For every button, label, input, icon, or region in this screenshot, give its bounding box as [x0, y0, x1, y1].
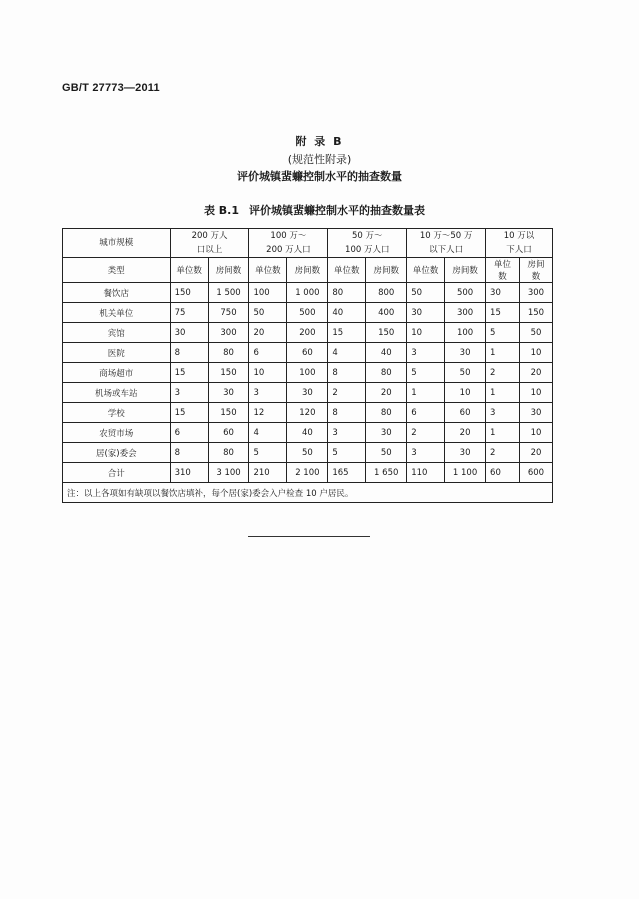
table-row: [63, 363, 553, 383]
table-row: [63, 463, 553, 483]
rooms-cell: 80: [366, 363, 407, 383]
rooms-cell: 300: [519, 283, 552, 303]
units-cell: 5: [249, 443, 287, 463]
units-header: 单位数: [249, 258, 287, 283]
units-cell: 5: [486, 323, 520, 343]
rooms-cell: 2 100: [287, 463, 328, 483]
rooms-cell: 60: [208, 423, 249, 443]
rooms-header: 房间数: [366, 258, 407, 283]
units-cell: 15: [486, 303, 520, 323]
units-cell: 4: [328, 343, 366, 363]
table-caption-text: 评价城镇蜚蠊控制水平的抽查数量表: [249, 204, 426, 217]
table-note: 注：以上各项如有缺项以餐饮店填补，每个居(家)委会入户检查 10 户居民。: [63, 483, 553, 503]
rooms-cell: 300: [445, 303, 486, 323]
units-cell: 80: [328, 283, 366, 303]
corner-label: 城市规模: [63, 229, 171, 258]
rooms-cell: 20: [366, 383, 407, 403]
units-cell: 3: [486, 403, 520, 423]
units-cell: 50: [249, 303, 287, 323]
city-size-header: [170, 229, 249, 258]
units-cell: 1: [486, 423, 520, 443]
standard-code: GB/T 27773—2011: [62, 82, 160, 94]
rooms-cell: 20: [445, 423, 486, 443]
rooms-header: 房间数: [519, 258, 552, 283]
rooms-cell: 50: [445, 363, 486, 383]
rooms-cell: 80: [366, 403, 407, 423]
rooms-cell: 1 500: [208, 283, 249, 303]
units-cell: 6: [170, 423, 208, 443]
units-cell: 15: [328, 323, 366, 343]
units-cell: 1: [486, 343, 520, 363]
rooms-cell: 500: [287, 303, 328, 323]
rooms-header: 房间数: [287, 258, 328, 283]
units-cell: 310: [170, 463, 208, 483]
table-row: [63, 443, 553, 463]
city-size-header: [328, 229, 407, 258]
table-body: [63, 283, 553, 483]
units-cell: 30: [486, 283, 520, 303]
row-type-label: 农贸市场: [63, 423, 171, 443]
rooms-cell: 50: [366, 443, 407, 463]
rooms-cell: 150: [366, 323, 407, 343]
city-size-header: [486, 229, 553, 258]
units-cell: 2: [407, 423, 445, 443]
units-cell: 2: [486, 363, 520, 383]
rooms-cell: 800: [366, 283, 407, 303]
rooms-cell: 80: [208, 443, 249, 463]
units-cell: 2: [486, 443, 520, 463]
units-cell: 8: [170, 443, 208, 463]
units-cell: 1: [486, 383, 520, 403]
rooms-cell: 750: [208, 303, 249, 323]
units-cell: 165: [328, 463, 366, 483]
table-row: [63, 283, 553, 303]
rooms-cell: 1 650: [366, 463, 407, 483]
units-cell: 60: [486, 463, 520, 483]
units-cell: 150: [170, 283, 208, 303]
rooms-header: 房间数: [445, 258, 486, 283]
rooms-cell: 100: [445, 323, 486, 343]
units-cell: 15: [170, 363, 208, 383]
city-size-line1: 200 万人: [191, 231, 228, 241]
units-cell: 10: [407, 323, 445, 343]
row-type-label: 机场或车站: [63, 383, 171, 403]
sampling-table: [62, 228, 553, 503]
units-cell: 30: [170, 323, 208, 343]
city-size-line2: 以下人口: [429, 245, 464, 255]
type-label: 类型: [63, 258, 171, 283]
units-cell: 10: [249, 363, 287, 383]
units-cell: 50: [407, 283, 445, 303]
table-caption: [0, 202, 639, 218]
city-size-line2: 下人口: [506, 245, 532, 255]
units-cell: 12: [249, 403, 287, 423]
rooms-cell: 20: [519, 443, 552, 463]
units-header: 单位数: [407, 258, 445, 283]
table-row: [63, 303, 553, 323]
units-cell: 210: [249, 463, 287, 483]
row-type-label: 餐饮店: [63, 283, 171, 303]
header-row-city-size: [63, 229, 553, 258]
rooms-cell: 60: [287, 343, 328, 363]
rooms-cell: 30: [445, 443, 486, 463]
units-cell: 3: [407, 343, 445, 363]
rooms-cell: 3 100: [208, 463, 249, 483]
end-rule: [248, 536, 370, 537]
rooms-cell: 300: [208, 323, 249, 343]
rooms-cell: 10: [445, 383, 486, 403]
city-size-line1: 10 万以: [503, 231, 535, 241]
rooms-cell: 30: [287, 383, 328, 403]
row-type-label: 合计: [63, 463, 171, 483]
units-cell: 6: [407, 403, 445, 423]
units-header: 单位数: [486, 258, 520, 283]
rooms-cell: 80: [208, 343, 249, 363]
city-size-line1: 50 万～: [351, 231, 383, 241]
rooms-cell: 30: [519, 403, 552, 423]
units-cell: 3: [170, 383, 208, 403]
table-row: [63, 383, 553, 403]
units-cell: 8: [328, 403, 366, 423]
rooms-cell: 10: [519, 383, 552, 403]
city-size-line1: 100 万～: [270, 231, 307, 241]
table-row: [63, 323, 553, 343]
units-cell: 15: [170, 403, 208, 423]
city-size-header: [249, 229, 328, 258]
city-size-line2: 200 万人口: [266, 245, 311, 255]
rooms-cell: 10: [519, 423, 552, 443]
rooms-cell: 120: [287, 403, 328, 423]
units-cell: 40: [328, 303, 366, 323]
rooms-cell: 150: [519, 303, 552, 323]
units-cell: 20: [249, 323, 287, 343]
rooms-cell: 150: [208, 363, 249, 383]
units-cell: 110: [407, 463, 445, 483]
table-row: [63, 423, 553, 443]
units-header: 单位数: [170, 258, 208, 283]
units-cell: 2: [328, 383, 366, 403]
units-cell: 3: [249, 383, 287, 403]
rooms-cell: 100: [287, 363, 328, 383]
units-cell: 3: [328, 423, 366, 443]
annex-title: 评价城镇蜚蠊控制水平的抽查数量: [237, 170, 402, 183]
city-size-line2: 口以上: [196, 245, 223, 255]
units-cell: 1: [407, 383, 445, 403]
units-cell: 3: [407, 443, 445, 463]
city-size-line1: 10 万～50 万: [419, 231, 473, 241]
units-cell: 6: [249, 343, 287, 363]
rooms-cell: 40: [366, 343, 407, 363]
rooms-cell: 400: [366, 303, 407, 323]
rooms-cell: 150: [208, 403, 249, 423]
table-row: [63, 403, 553, 423]
rooms-cell: 30: [445, 343, 486, 363]
annex-label: 附 录 B: [295, 135, 344, 148]
note-row: [63, 483, 553, 503]
rooms-cell: 50: [287, 443, 328, 463]
city-size-line2: 100 万人口: [345, 245, 390, 255]
units-cell: 5: [407, 363, 445, 383]
rooms-cell: 50: [519, 323, 552, 343]
units-header: 单位数: [328, 258, 366, 283]
rooms-cell: 600: [519, 463, 552, 483]
units-cell: 30: [407, 303, 445, 323]
units-cell: 8: [170, 343, 208, 363]
row-type-label: 宾馆: [63, 323, 171, 343]
row-type-label: 居(家)委会: [63, 443, 171, 463]
units-cell: 4: [249, 423, 287, 443]
rooms-cell: 500: [445, 283, 486, 303]
annex-normative: (规范性附录): [287, 153, 352, 166]
rooms-cell: 30: [208, 383, 249, 403]
rooms-cell: 40: [287, 423, 328, 443]
city-size-header: [407, 229, 486, 258]
row-type-label: 医院: [63, 343, 171, 363]
units-cell: 5: [328, 443, 366, 463]
rooms-cell: 10: [519, 343, 552, 363]
rooms-cell: 20: [519, 363, 552, 383]
rooms-cell: 30: [366, 423, 407, 443]
rooms-header: 房间数: [208, 258, 249, 283]
table-number: 表 B.1: [203, 204, 240, 217]
row-type-label: 商场超市: [63, 363, 171, 383]
rooms-cell: 60: [445, 403, 486, 423]
units-cell: 8: [328, 363, 366, 383]
header-row-subheaders: [63, 258, 553, 283]
row-type-label: 机关单位: [63, 303, 171, 323]
rooms-cell: 200: [287, 323, 328, 343]
units-cell: 75: [170, 303, 208, 323]
row-type-label: 学校: [63, 403, 171, 423]
units-cell: 100: [249, 283, 287, 303]
rooms-cell: 1 100: [445, 463, 486, 483]
rooms-cell: 1 000: [287, 283, 328, 303]
table-row: [63, 343, 553, 363]
